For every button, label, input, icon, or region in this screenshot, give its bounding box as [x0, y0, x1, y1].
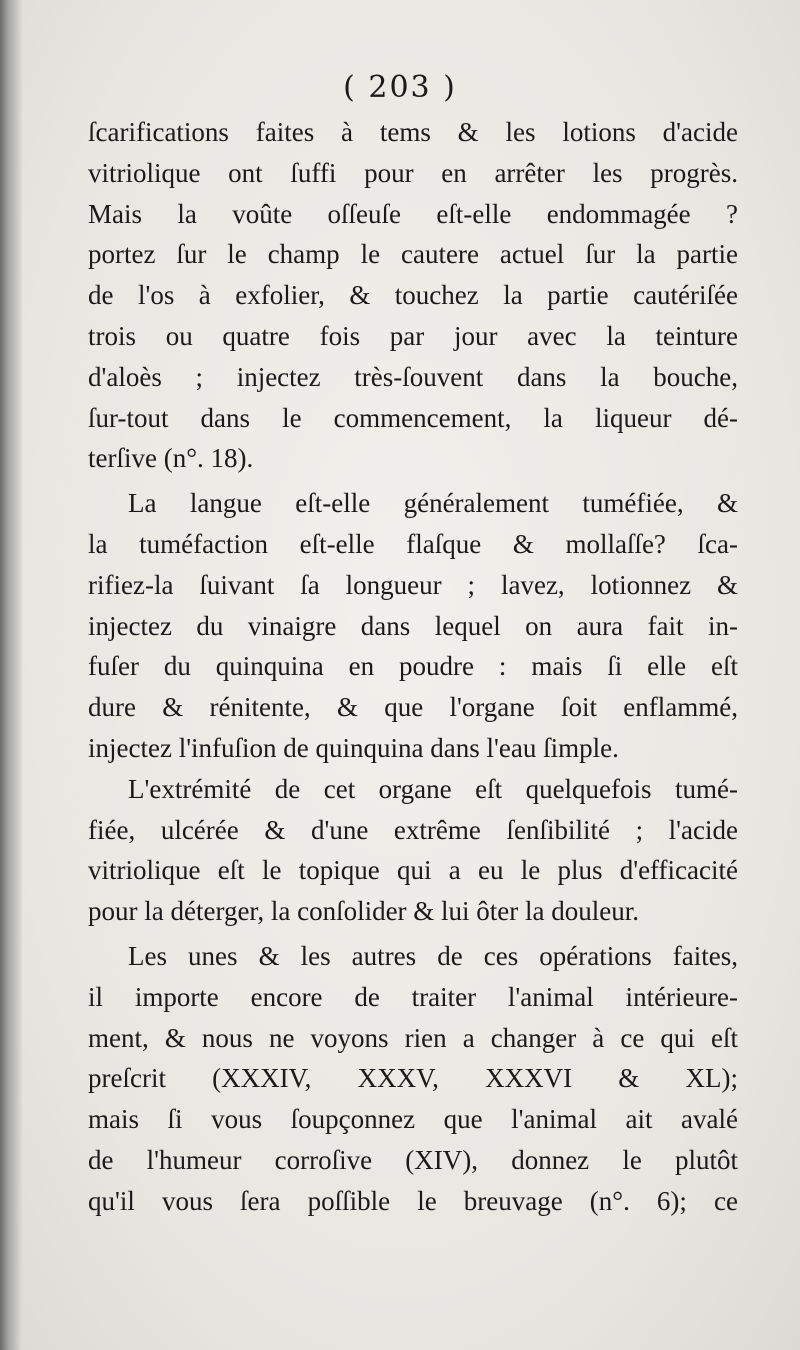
- text-line: fuſer du quinquina en poudre : mais ſi elle eſt: [88, 651, 738, 682]
- text-line: fiée, ulcérée & d'une extrême ſenſibilité ; l'acide: [88, 814, 738, 845]
- text-line: L'extrémité de cet organe eſt quelquefois tumé-: [128, 773, 738, 804]
- text-line: dure & rénitente, & que l'organe ſoit enflammé,: [88, 692, 738, 723]
- text-line: qu'il vous ſera poſſible le breuvage (n°. 6); ce: [88, 1185, 738, 1216]
- text-line: de l'humeur corroſive (XIV), donnez le plutôt: [88, 1144, 738, 1175]
- text-line: ment, & nous ne voyons rien a changer à ce qui eſt: [88, 1022, 738, 1053]
- text-line: Les unes & les autres de ces opérations faites,: [128, 940, 738, 971]
- body-text: [88, 112, 738, 1222]
- text-line: la tuméfaction eſt-elle flaſque & mollaſſe? ſca-: [88, 528, 738, 559]
- text-line: trois ou quatre fois par jour avec la teinture: [88, 320, 738, 351]
- text-line: La langue eſt-elle généralement tuméfiée, &: [128, 488, 738, 519]
- text-line: d'aloès ; injectez très-ſouvent dans la bouche,: [88, 361, 738, 392]
- text-line: Mais la voûte oſſeuſe eſt-elle endommagée ?: [88, 198, 738, 229]
- text-line: injectez l'infuſion de quinquina dans l'eau ſimple.: [88, 732, 619, 763]
- text-line: vitriolique ont ſuffi pour en arrêter les progrès.: [88, 157, 738, 188]
- text-line: terſive (n°. 18).: [88, 443, 254, 474]
- text-line: rifiez-la ſuivant ſa longueur ; lavez, lotionnez &: [88, 569, 738, 600]
- page-number: ( 203 ): [343, 70, 457, 105]
- text-line: portez ſur le champ le cautere actuel ſur la partie: [88, 239, 738, 270]
- text-line: ſcarifications faites à tems & les lotions d'acide: [88, 117, 738, 147]
- text-line: de l'os à exfolier, & touchez la partie cautériſée: [88, 280, 738, 311]
- text-line: vitriolique eſt le topique qui a eu le plus d'efficacité: [88, 855, 738, 886]
- text-line: pour la déterger, la conſolider & lui ôter la douleur.: [88, 896, 639, 927]
- text-line: il importe encore de traiter l'animal intérieure-: [88, 981, 738, 1012]
- text-line: injectez du vinaigre dans lequel on aura fait in-: [88, 610, 738, 641]
- text-line: preſcrit (XXXIV, XXXV, XXXVI & XL);: [88, 1063, 738, 1094]
- text-line: mais ſi vous ſoupçonnez que l'animal ait avalé: [88, 1104, 738, 1135]
- page-gutter-shadow: [0, 0, 22, 1350]
- text-line: ſur-tout dans le commencement, la liqueur dé-: [88, 402, 738, 433]
